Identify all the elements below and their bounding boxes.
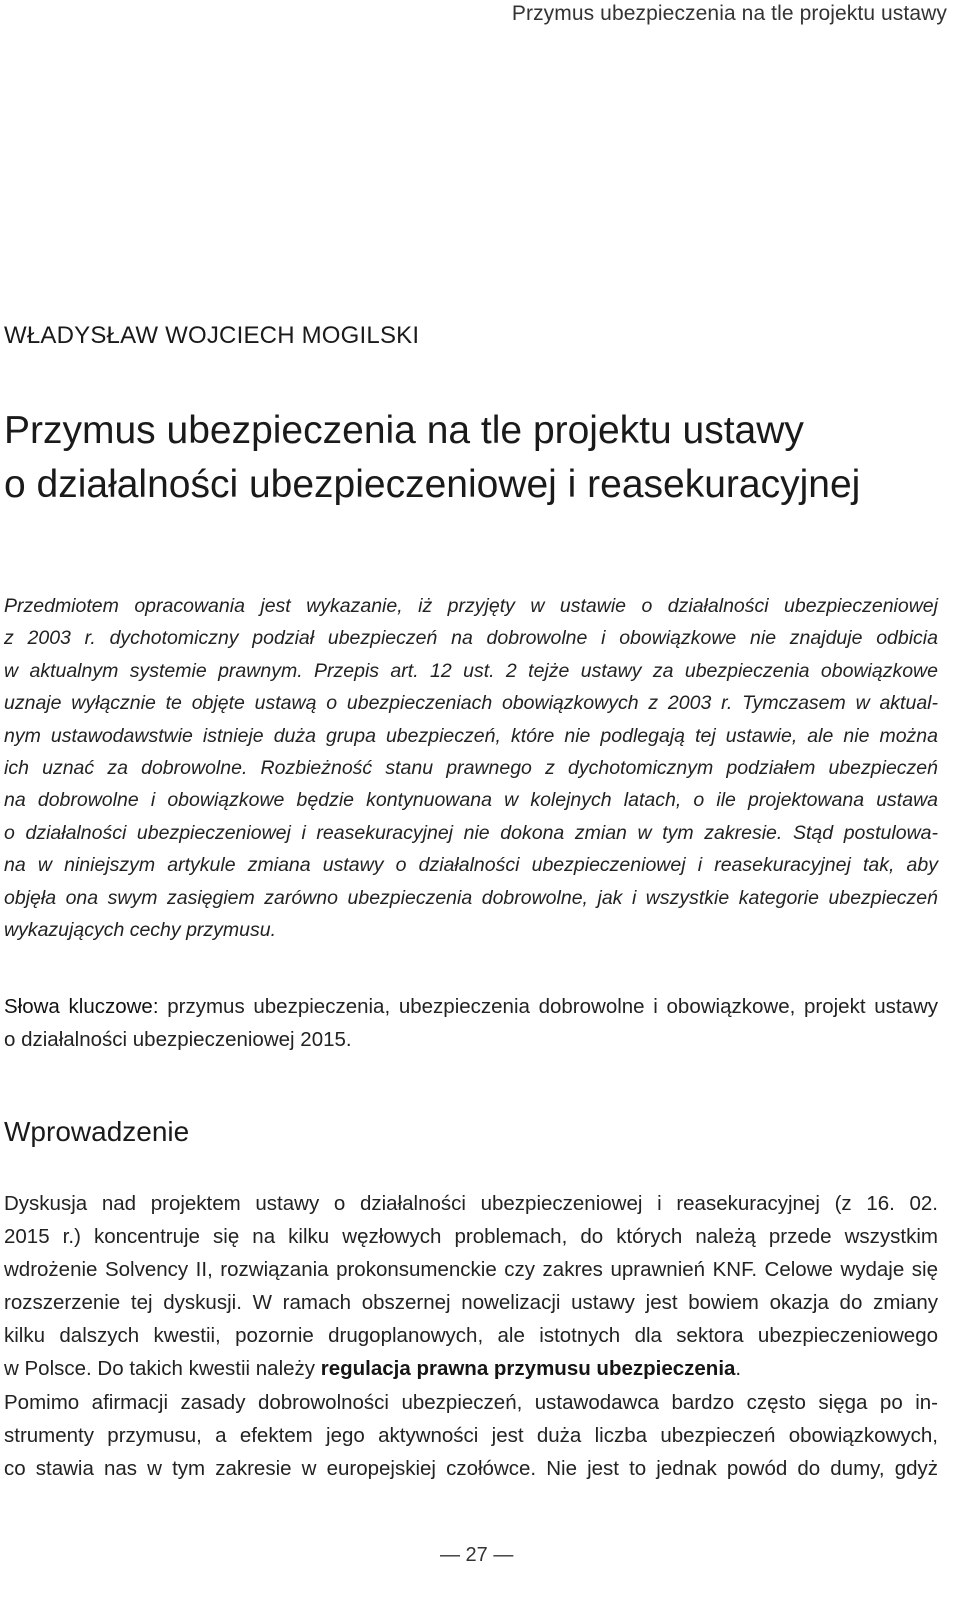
body-text-segment: . [735,1357,742,1381]
keywords-line [4,990,938,1023]
body-line: co stawia nas w tym zakresie w europejskiej czołówce. Nie jest to jednak powód do dumy, gdyż [4,1456,938,1480]
body-line: 2015 r.) koncentruje się na kilku węzłowych problemach, do których należą przede wszystkim [4,1225,938,1249]
abstract-line: wykazujących cechy przymusu. [4,919,277,942]
keywords-label: Słowa kluczowe: [4,995,159,1018]
abstract-line: ich uznać za dobrowolne. Rozbieżność stanu prawnego z dychotomicznym podziałem ubezpieczeń [4,757,938,780]
abstract-line: uznaje wyłącznie te objęte ustawą o ubezpieczeniach obowiązkowych z 2003 r. Tymczasem w aktual- [4,692,938,715]
emphasized-phrase: regulacja prawna przymusu ubezpieczenia [320,1357,736,1381]
keywords-text: przymus ubezpieczenia, ubezpieczenia dobrowolne i obowiązkowe, projekt ustawy [158,995,939,1018]
abstract-line: w aktualnym systemie prawnym. Przepis art. 12 ust. 2 tejże ustawy za ubezpieczenia obowiązkowe [4,659,938,682]
abstract-line: o działalności ubezpieczeniowej i reasekuracyjnej nie dokona zmian w tym zakresie. Stąd postulowa- [4,821,938,844]
body-text-segment: w Polsce. Do takich kwestii należy [4,1357,321,1381]
keywords-line: o działalności ubezpieczeniowej 2015. [4,1028,352,1051]
body-line: strumenty przymusu, a efektem jego aktywności jest duża liczba ubezpieczeń obowiązkowych, [4,1423,938,1447]
body-line: wdrożenie Solvency II, rozwiązania prokonsumenckie czy zakres uprawnień KNF. Celowe wydaje się [4,1258,938,1282]
abstract-line: objęła ona swym zasięgiem zarówno ubezpieczenia dobrowolne, jak i wszystkie kategorie ubezpieczeń [4,886,938,909]
abstract [4,590,938,946]
abstract-line: na dobrowolne i obowiązkowe będzie kontynuowana w kolejnych latach, o ile projektowana ustawa [4,789,938,812]
body-line: kilku dalszych kwestii, pozornie drugoplanowych, ale istotnych dla sektora ubezpieczeniowego [4,1324,938,1348]
abstract-line: nym ustawodawstwie istnieje duża grupa ubezpieczeń, które nie podlegają tej ustawie, ale nie można [4,724,938,747]
abstract-line: z 2003 r. dychotomiczny podział ubezpieczeń na dobrowolne i obowiązkowe nie znajduje odbicia [4,627,938,650]
abstract-line: na w niniejszym artykule zmiana ustawy o działalności ubezpieczeniowej i reasekuracyjnej tak, aby [4,854,938,877]
running-header: Przymus ubezpieczenia na tle projektu ustawy [511,2,947,25]
article-title-line: Przymus ubezpieczenia na tle projektu ustawy [4,409,804,452]
author-name: WŁADYSŁAW WOJCIECH MOGILSKI [4,322,420,349]
body-line [4,1352,938,1385]
body-line: Dyskusja nad projektem ustawy o działalności ubezpieczeniowej i reasekuracyjnej (z 16. 02. [4,1192,938,1215]
article-title [4,404,860,512]
body-line: Pomimo afirmacji zasady dobrowolności ubezpieczeń, ustawodawca bardzo często sięga po in- [4,1390,938,1414]
body-line: rozszerzenie tej dyskusji. W ramach obszernej nowelizacji ustawy jest bowiem okazja do zmiany [4,1291,938,1315]
section-heading: Wprowadzenie [4,1116,190,1147]
body-text [4,1187,938,1485]
abstract-line: Przedmiotem opracowania jest wykazanie, iż przyjęty w ustawie o działalności ubezpieczeniowej [4,595,938,617]
page-number: — 27 — [440,1544,514,1566]
article-title-line: o działalności ubezpieczeniowej i reasekuracyjnej [4,463,861,506]
keywords [4,990,938,1056]
